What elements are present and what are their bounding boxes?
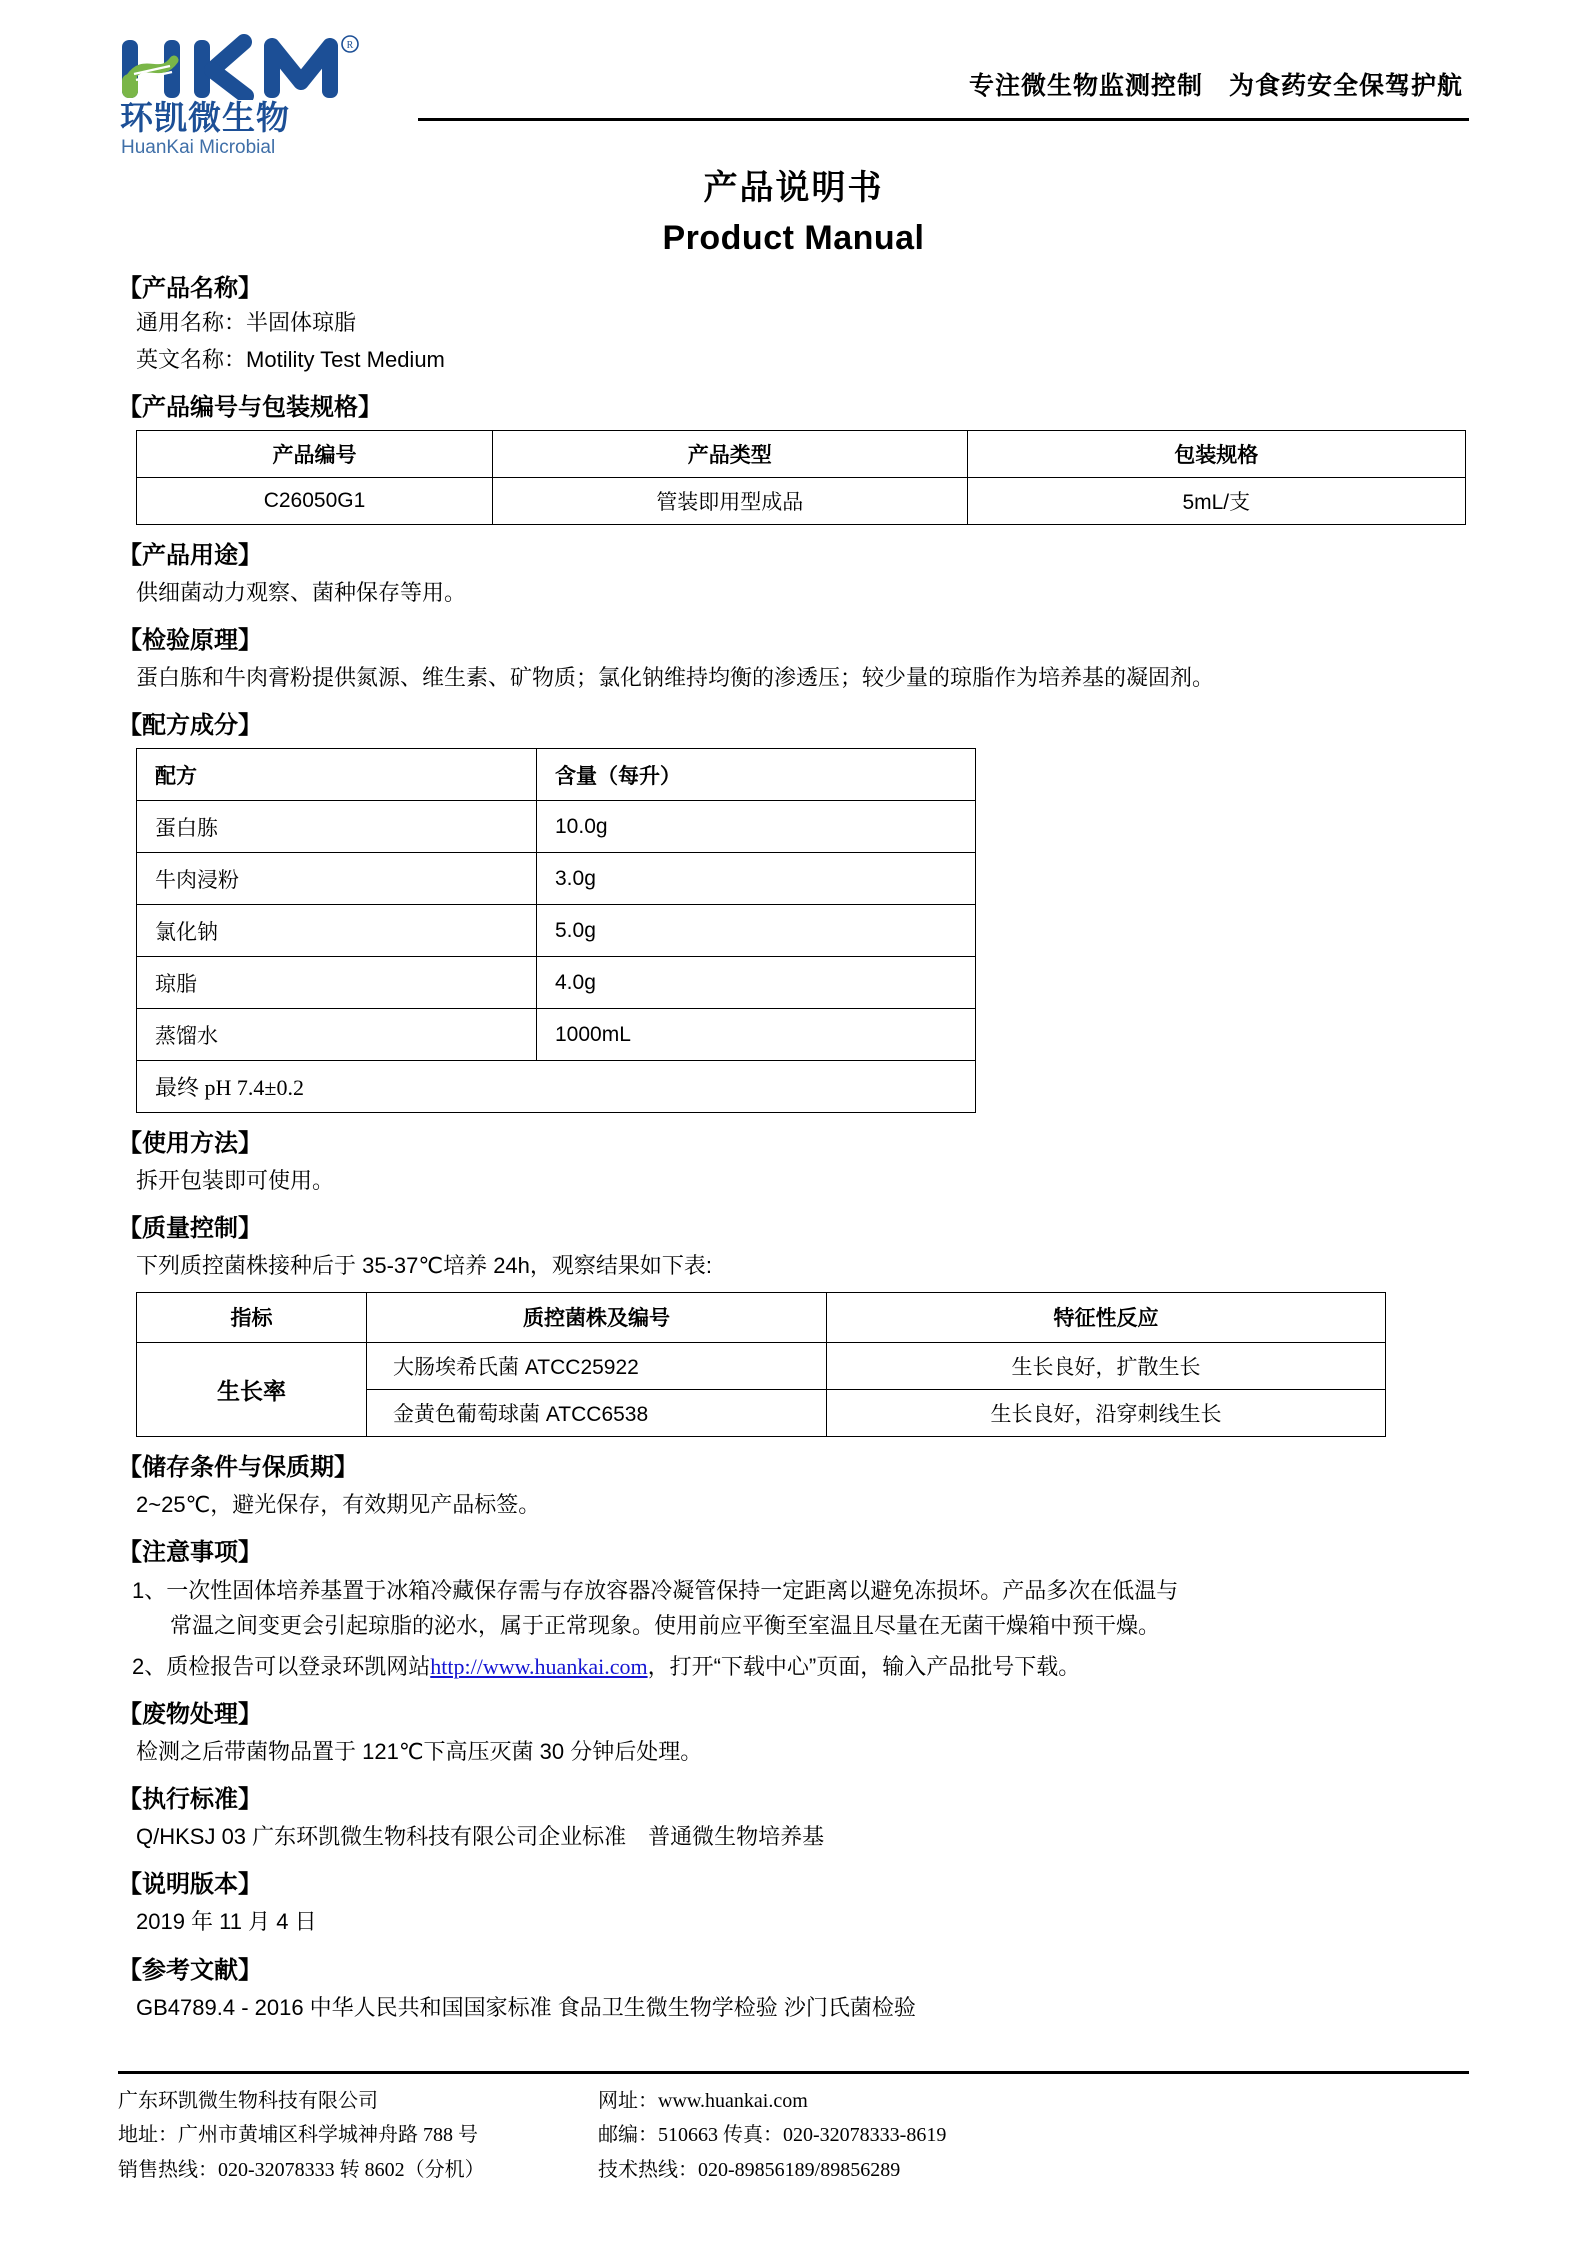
- footer-content: [118, 2084, 1469, 2187]
- footer-website: 网址：www.huankai.com: [598, 2089, 808, 2112]
- generic-name-row: [136, 306, 1469, 340]
- company-logo: [118, 34, 403, 158]
- table-row: [137, 1009, 976, 1061]
- section-heading-purpose: 【产品用途】: [118, 542, 262, 570]
- standard-text: Q/HKSJ 03 广东环凯微生物科技有限公司企业标准 普通微生物培养基: [136, 1824, 825, 1850]
- cell-metric-growth-rate: 生长率: [137, 1342, 367, 1436]
- formula-table: [136, 748, 976, 1113]
- generic-name-value: 半固体琼脂: [246, 310, 357, 335]
- cell-amount: 3.0g: [537, 853, 976, 905]
- table-row: [137, 853, 976, 905]
- table-header-row: [137, 431, 1466, 478]
- column-header-strain: 质控菌株及编号: [367, 1292, 827, 1342]
- precaution-number-1: 1、: [132, 1577, 167, 1603]
- version-text: 2019 年 11 月 4 日: [136, 1909, 317, 1935]
- footer-sales-hotline: 销售热线：020-32078333 转 8602（分机）: [118, 2158, 485, 2181]
- cell-ingredient: 氯化钠: [137, 905, 537, 957]
- quality-control-intro: 下列质控菌株接种后于 35-37℃培养 24h，观察结果如下表:: [136, 1253, 713, 1279]
- section-heading-product-name: 【产品名称】: [118, 275, 262, 302]
- table-row: [137, 1342, 1386, 1389]
- table-header-row: [137, 749, 976, 801]
- header-divider: [418, 118, 1469, 121]
- storage-text: 2~25℃，避光保存，有效期见产品标签。: [136, 1491, 541, 1517]
- cell-ingredient: 蛋白胨: [137, 801, 537, 853]
- generic-name-label: 通用名称：: [136, 310, 247, 335]
- cell-ph-note: 最终 pH 7.4±0.2: [137, 1061, 976, 1113]
- cell-package-spec: 5mL/支: [967, 478, 1465, 525]
- table-row: [137, 957, 976, 1009]
- huankai-website-link[interactable]: http://www.huankai.com: [430, 1654, 648, 1680]
- section-heading-product-code: 【产品编号与包装规格】: [118, 394, 382, 422]
- column-header-ingredient: 配方: [137, 749, 537, 801]
- table-row: [137, 905, 976, 957]
- table-row-ph: [137, 1061, 976, 1113]
- quality-control-table: [136, 1292, 1386, 1437]
- footer-company-name: 广东环凯微生物科技有限公司: [118, 2089, 378, 2112]
- section-heading-waste: 【废物处理】: [118, 1701, 262, 1729]
- waste-text: 检测之后带菌物品置于 121℃下高压灭菌 30 分钟后处理。: [136, 1739, 703, 1765]
- table-row: [137, 801, 976, 853]
- logo-english-name: HuanKai Microbial: [121, 137, 276, 158]
- purpose-text: 供细菌动力观察、菌种保存等用。: [136, 580, 467, 606]
- svg-text:R: R: [346, 40, 354, 51]
- cell-reaction: 生长良好，沿穿刺线生长: [827, 1389, 1386, 1436]
- column-header-amount: 含量（每升）: [537, 749, 976, 801]
- section-heading-quality-control: 【质量控制】: [118, 1215, 262, 1243]
- cell-strain: 大肠埃希氏菌 ATCC25922: [367, 1342, 827, 1389]
- precaution-number-2: 2、: [132, 1654, 167, 1680]
- cell-ingredient: 琼脂: [137, 957, 537, 1009]
- cell-amount: 4.0g: [537, 957, 976, 1009]
- column-header-package-spec: 包装规格: [967, 431, 1465, 478]
- footer-column-right: [598, 2084, 1469, 2187]
- english-name-label: 英文名称：: [136, 347, 247, 373]
- cell-amount: 10.0g: [537, 801, 976, 853]
- cell-ingredient: 蒸馏水: [137, 1009, 537, 1061]
- page-footer: [118, 2071, 1469, 2187]
- cell-reaction: 生长良好，扩散生长: [827, 1342, 1386, 1389]
- section-heading-principle: 【检验原理】: [118, 627, 262, 655]
- precaution-line-1b: 常温之间变更会引起琼脂的泌水，属于正常现象。使用前应平衡至室温且尽量在无菌干燥箱中预干燥。: [170, 1612, 1161, 1638]
- section-heading-version: 【说明版本】: [118, 1871, 262, 1899]
- precaution-prefix-2: 质检报告可以登录环凯网站: [166, 1654, 431, 1680]
- references-text: GB4789.4 - 2016 中华人民共和国国家标准 食品卫生微生物学检验 沙门氏菌检验: [136, 1994, 916, 2020]
- english-name-row: [136, 343, 1469, 377]
- precaution-item-2: [132, 1649, 1469, 1684]
- footer-column-left: [118, 2084, 598, 2187]
- table-row: [137, 478, 1466, 525]
- product-code-table: [136, 430, 1466, 525]
- footer-postcode-fax: 邮编：510663 传真：020-32078333-8619: [598, 2124, 947, 2147]
- usage-text: 拆开包装即可使用。: [136, 1168, 335, 1194]
- section-heading-usage: 【使用方法】: [118, 1130, 262, 1158]
- section-heading-references: 【参考文献】: [118, 1956, 262, 1984]
- cell-amount: 1000mL: [537, 1009, 976, 1061]
- hkm-logo-icon: [118, 34, 398, 100]
- precaution-item-1: [132, 1573, 1469, 1643]
- column-header-metric: 指标: [137, 1292, 367, 1342]
- tagline-container: [418, 66, 1469, 102]
- principle-text: 蛋白胨和牛肉膏粉提供氮源、维生素、矿物质；氯化钠维持均衡的渗透压；较少量的琼脂作为培养基的凝固剂。: [136, 665, 1215, 691]
- page-title-chinese: 产品说明书: [703, 169, 884, 207]
- footer-address: 地址：广州市黄埔区科学城神舟路 788 号: [118, 2124, 478, 2147]
- column-header-product-code: 产品编号: [137, 431, 493, 478]
- footer-divider: [118, 2071, 1469, 2074]
- section-heading-storage: 【储存条件与保质期】: [118, 1453, 358, 1481]
- cell-strain: 金黄色葡萄球菌 ATCC6538: [367, 1389, 827, 1436]
- column-header-product-type: 产品类型: [492, 431, 967, 478]
- precaution-suffix-2: ，打开“下载中心”页面，输入产品批号下载。: [647, 1654, 1081, 1680]
- logo-chinese-name: 环凯微生物: [120, 99, 290, 136]
- page-title-english: Product Manual: [662, 219, 925, 257]
- cell-ingredient: 牛肉浸粉: [137, 853, 537, 905]
- cell-amount: 5.0g: [537, 905, 976, 957]
- table-header-row: [137, 1292, 1386, 1342]
- page-header: [118, 26, 1469, 158]
- company-tagline: 专注微生物监测控制 为食药安全保驾护航: [968, 72, 1463, 100]
- section-heading-standard: 【执行标准】: [118, 1786, 262, 1814]
- english-name-value: Motility Test Medium: [246, 347, 445, 373]
- section-heading-precautions: 【注意事项】: [118, 1538, 262, 1566]
- cell-product-type: 管装即用型成品: [492, 478, 967, 525]
- precaution-line-1a: 一次性固体培养基置于冰箱冷藏保存需与存放容器冷凝管保持一定距离以避免冻损坏。产品多次在低温与: [166, 1577, 1179, 1603]
- section-heading-formula: 【配方成分】: [118, 712, 262, 740]
- column-header-reaction: 特征性反应: [827, 1292, 1386, 1342]
- footer-tech-hotline: 技术热线：020-89856189/89856289: [598, 2158, 901, 2181]
- cell-product-code: C26050G1: [137, 478, 493, 525]
